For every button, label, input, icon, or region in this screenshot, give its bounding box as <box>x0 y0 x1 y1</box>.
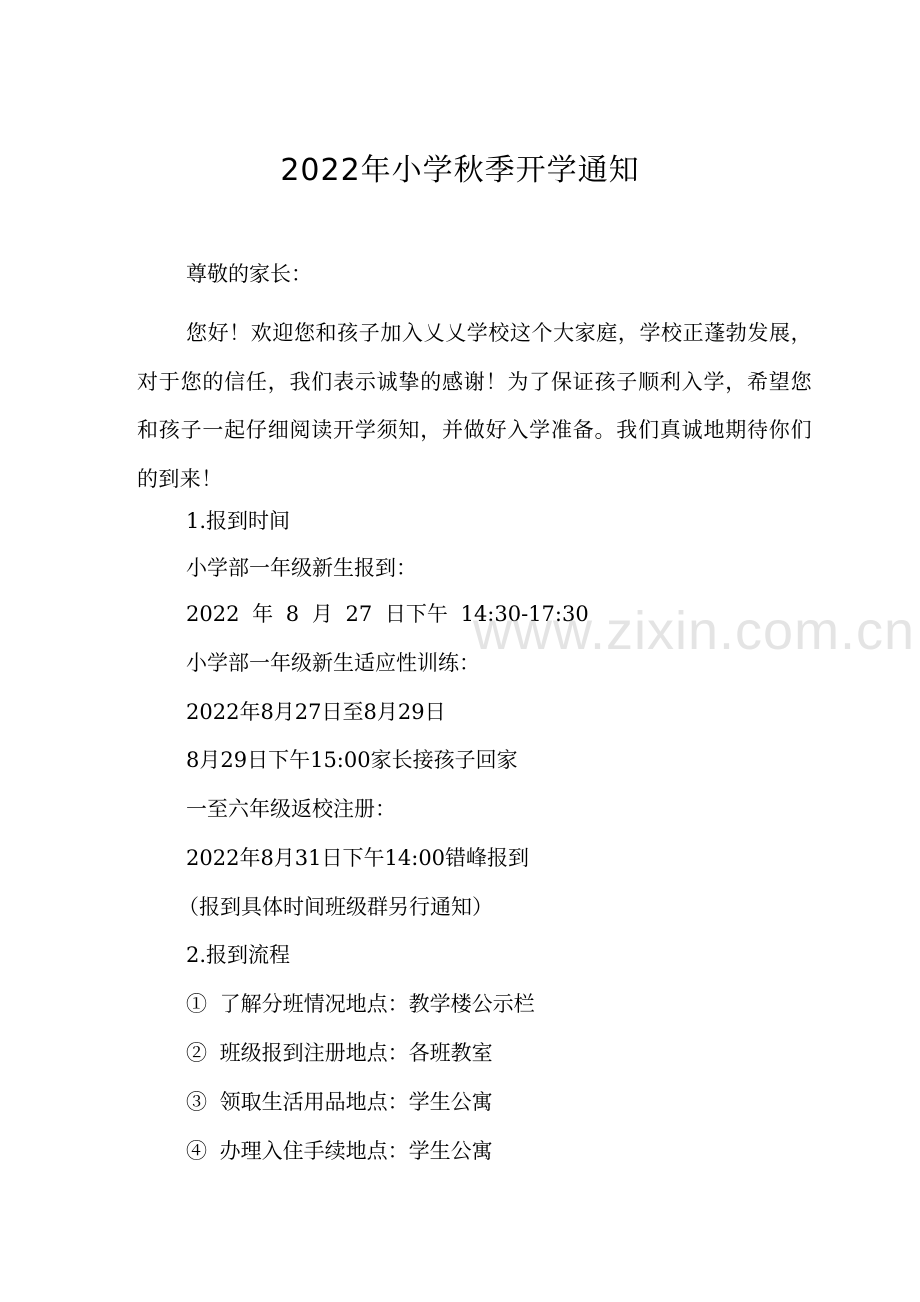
section-1-note: （报到具体时间班级群另行通知） <box>178 895 493 919</box>
section-1-line: 一至六年级返校注册： <box>186 797 396 821</box>
section-2-heading: 2.报到流程 <box>186 943 291 967</box>
section-1-line: 2022年8月31日下午14:00错峰报到 <box>186 846 530 870</box>
section-1-line: 小学部一年级新生适应性训练： <box>186 651 480 675</box>
document-title: 2022年小学秋季开学通知 <box>280 153 640 188</box>
section-1-line: 2022年8月27日至8月29日 <box>186 700 446 724</box>
section-2-step: ① 了解分班情况地点：教学楼公示栏 <box>186 992 535 1016</box>
salutation: 尊敬的家长： <box>186 262 312 286</box>
section-1-heading: 1.报到时间 <box>186 509 291 533</box>
section-2-step: ② 班级报到注册地点：各班教室 <box>186 1041 493 1065</box>
watermark: www.zixin.com.cn <box>473 601 916 661</box>
section-1-line: 小学部一年级新生报到： <box>186 556 417 580</box>
section-2-step: ④ 办理入住手续地点：学生公寓 <box>186 1139 493 1163</box>
section-1-line: 8月29日下午15:00家长接孩子回家 <box>186 748 518 772</box>
section-2-step: ③ 领取生活用品地点：学生公寓 <box>186 1090 493 1114</box>
section-1-line: 2022 年 8 月 27 日下午 14:30-17:30 <box>186 602 589 626</box>
intro-paragraph: 您好！欢迎您和孩子加入乂乂学校这个大家庭，学校正蓬勃发展，对于您的信任，我们表示诚挚的感谢！为了保证孩子顺利入学，希望您和孩子一起仔细阅读开学须知，并做好入学准备。我们真诚地期待你们的到来！ <box>137 321 812 491</box>
